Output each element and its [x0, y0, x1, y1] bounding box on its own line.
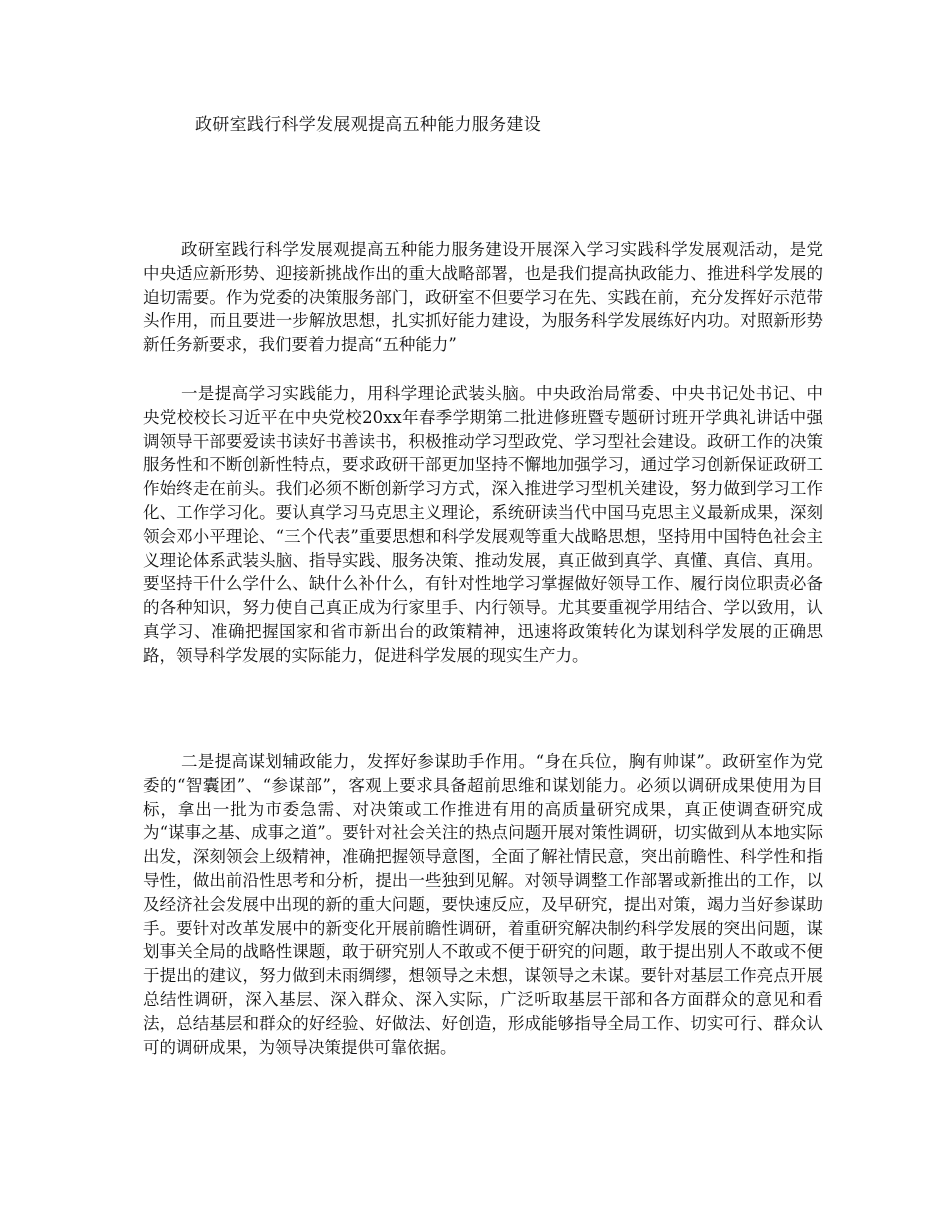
paragraph-study-practice: 一是提高学习实践能力，用科学理论武装头脑。中央政治局常委、中央书记处书记、中央党校校长习近平在中央党校20xx年春季学期第二批进修班暨专题研讨班开学典礼讲话中强调领导干部要爱读书读好书善读书，积极推动学习型政党、学习型社会建设。政研工作的决策服务性和不断创新性特点，要求政研干部更加坚持不懈地加强学习，通过学习创新保证政研工作始终走在前头。我们必须不断创新学习方式，深入推进学习型机关建设，努力做到学习工作化、工作学习化。要认真学习马克思主义理论，系统研读当代中国马克思主义最新成果，深刻领会邓小平理论、“三个代表”重要思想和科学发展观等重大战略思想，坚持用中国特色社会主义理论体系武装头脑、指导实践、服务决策、推动发展，真正做到真学、真懂、真信、真用。要坚持干什么学什么、缺什么补什么，有针对性地学习掌握做好领导工作、履行岗位职责必备的各种知识，努力使自己真正成为行家里手、内行领导。尤其要重视学用结合、学以致用，认真学习、准确把握国家和省市新出台的政策精神，迅速将政策转化为谋划科学发展的正确思路，领导科学发展的实际能力，促进科学发展的现实生产力。 — [143, 384, 823, 665]
paragraph-planning-advising: 二是提高谋划辅政能力，发挥好参谋助手作用。“身在兵位，胸有帅谋”。政研室作为党委的“智囊团”、“参谋部”，客观上要求具备超前思维和谋划能力。必须以调研成果使用为目标，拿出一批为市委急需、对决策或工作推进有用的高质量研究成果，真正使调查研究成为“谋事之基、成事之道”。要针对社会关注的热点问题开展对策性调研，切实做到从本地实际出发，深刻领会上级精神，准确把握领导意图，全面了解社情民意，突出前瞻性、科学性和指导性，做出前沿性思考和分析，提出一些独到见解。对领导调整工作部署或新推出的工作，以及经济社会发展中出现的新的重大问题，要快速反应，及早研究，提出对策，竭力当好参谋助手。要针对改革发展中的新变化开展前瞻性调研，着重研究解决制约科学发展的突出问题，谋划事关全局的战略性课题，敢于研究别人不敢或不便于研究的问题，敢于提出别人不敢或不便于提出的建议，努力做到未雨绸缪，想领导之未想，谋领导之未谋。要针对基层工作亮点开展总结性调研，深入基层、深入群众、深入实际，广泛听取基层干部和各方面群众的意见和看法，总结基层和群众的好经验、好做法、好创造，形成能够指导全局工作、切实可行、群众认可的调研成果，为领导决策提供可靠依据。 — [143, 752, 823, 1057]
document-title: 政研室践行科学发展观提高五种能力服务建设 — [195, 115, 541, 135]
paragraph-intro: 政研室践行科学发展观提高五种能力服务建设开展深入学习实践科学发展观活动，是党中央适应新形势、迎接新挑战作出的重大战略部署，也是我们提高执政能力、推进科学发展的迫切需要。作为党委的决策服务部门，政研室不但要学习在先、实践在前，充分发挥好示范带头作用，而且要进一步解放思想，扎实抓好能力建设，为服务科学发展练好内功。对照新形势新任务新要求，我们要着力提高“五种能力” — [143, 240, 823, 355]
